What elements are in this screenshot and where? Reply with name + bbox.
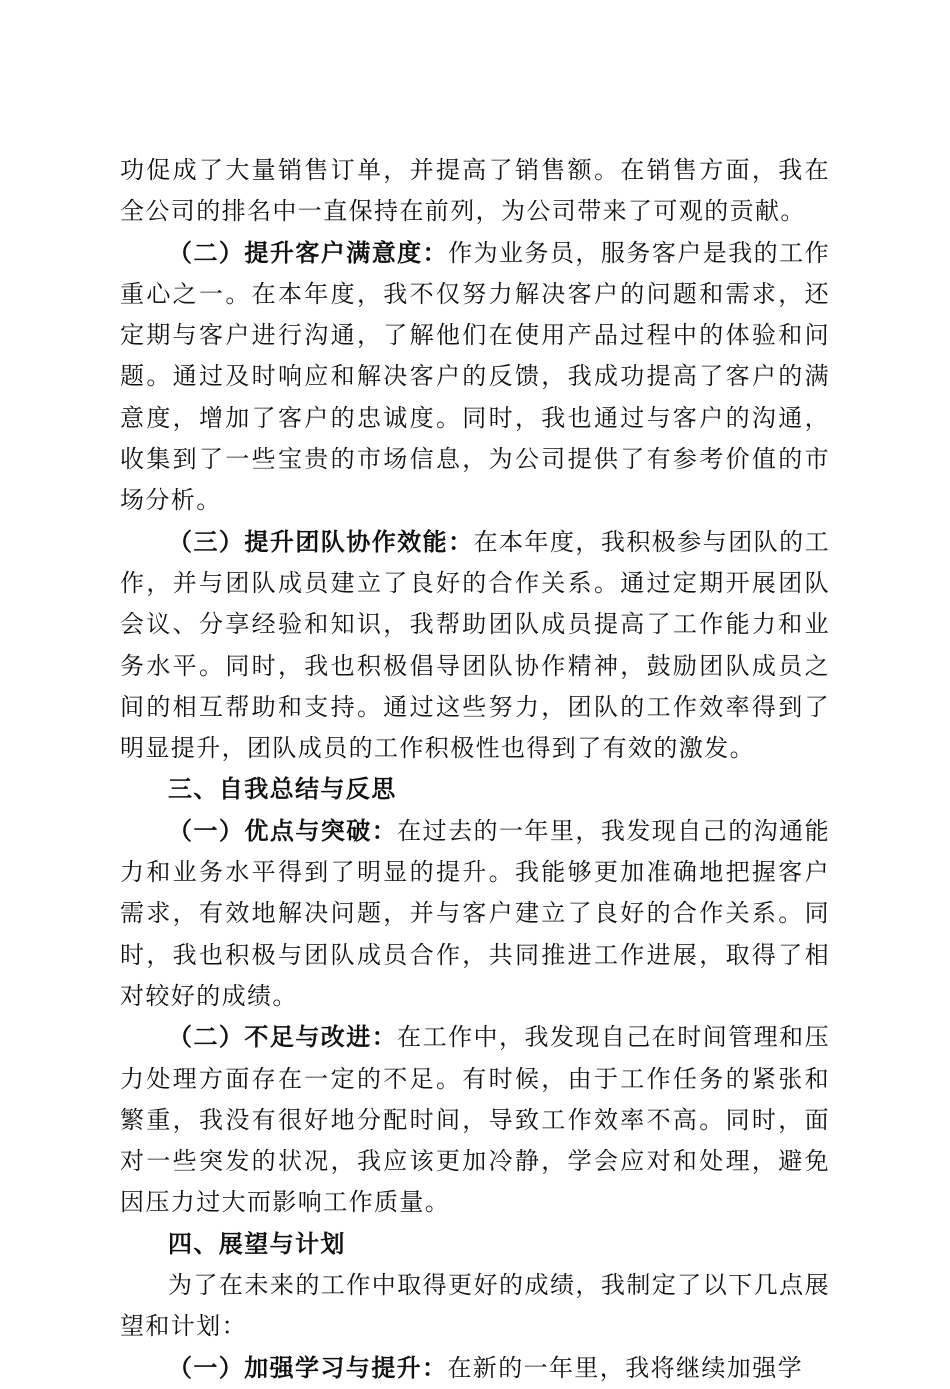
paragraph-lead: （一）加强学习与提升： xyxy=(168,1353,448,1382)
paragraph-text: 在工作中，我发现自己在时间管理和压力处理方面存在一定的不足。有时候，由于工作任务的紧张和繁重，我没有很好地分配时间，导致工作效率不高。同时，面对一些突发的状况，我应该更加冷静，学会应对和处理，避免因压力过大而影响工作质量。 xyxy=(120,1023,830,1217)
paragraph-text: 作为业务员，服务客户是我的工作重心之一。在本年度，我不仅努力解决客户的问题和需求，还定期与客户进行沟通，了解他们在使用产品过程中的体验和问题。通过及时响应和解决客户的反馈，我成功提高了客户的满意度，增加了客户的忠诚度。同时，我也通过与客户的沟通，收集到了一些宝贵的市场信息，为公司提供了有参考价值的市场分析。 xyxy=(120,238,831,515)
paragraph-learning xyxy=(120,1348,830,1389)
section-heading-self-summary: 三、自我总结与反思 xyxy=(168,775,397,804)
section-heading-outlook: 四、展望与计划 xyxy=(168,1229,346,1258)
paragraph-lead: （一）优点与突破： xyxy=(168,816,398,845)
paragraph-sales-continued xyxy=(120,150,830,233)
paragraph-text: 在过去的一年里，我发现自己的沟通能力和业务水平得到了明显的提升。我能够更加准确地把握客户需求，有效地解决问题，并与客户建立了良好的合作关系。同时，我也积极与团队成员合作，共同推进工作进展，取得了相对较好的成绩。 xyxy=(120,816,830,1010)
paragraph-lead: （三）提升团队协作效能： xyxy=(168,527,474,556)
paragraph-text: 在新的一年里，我将继续加强学 xyxy=(447,1353,804,1382)
paragraph-outlook-intro xyxy=(120,1265,830,1348)
paragraph-text: 功促成了大量销售订单，并提高了销售额。在销售方面，我在全公司的排名中一直保持在前列，为公司带来了可观的贡献。 xyxy=(120,156,830,226)
paragraph-lead: （二）不足与改进： xyxy=(168,1023,398,1052)
paragraph-strengths xyxy=(120,811,830,1017)
paragraph-text: 为了在未来的工作中取得更好的成绩，我制定了以下几点展望和计划： xyxy=(120,1271,830,1341)
paragraph-improvements xyxy=(120,1017,830,1223)
paragraph-team-collaboration xyxy=(120,522,830,770)
paragraph-text: 在本年度，我积极参与团队的工作，并与团队成员建立了良好的合作关系。通过定期开展团队会议、分享经验和知识，我帮助团队成员提高了工作能力和业务水平。同时，我也积极倡导团队协作精神，鼓励团队成员之间的相互帮助和支持。通过这些努力，团队的工作效率得到了明显提升，团队成员的工作积极性也得到了有效的激发。 xyxy=(120,527,830,763)
paragraph-customer-satisfaction xyxy=(120,233,830,522)
paragraph-lead: （二）提升客户满意度： xyxy=(168,238,449,267)
document-body xyxy=(120,150,830,1389)
